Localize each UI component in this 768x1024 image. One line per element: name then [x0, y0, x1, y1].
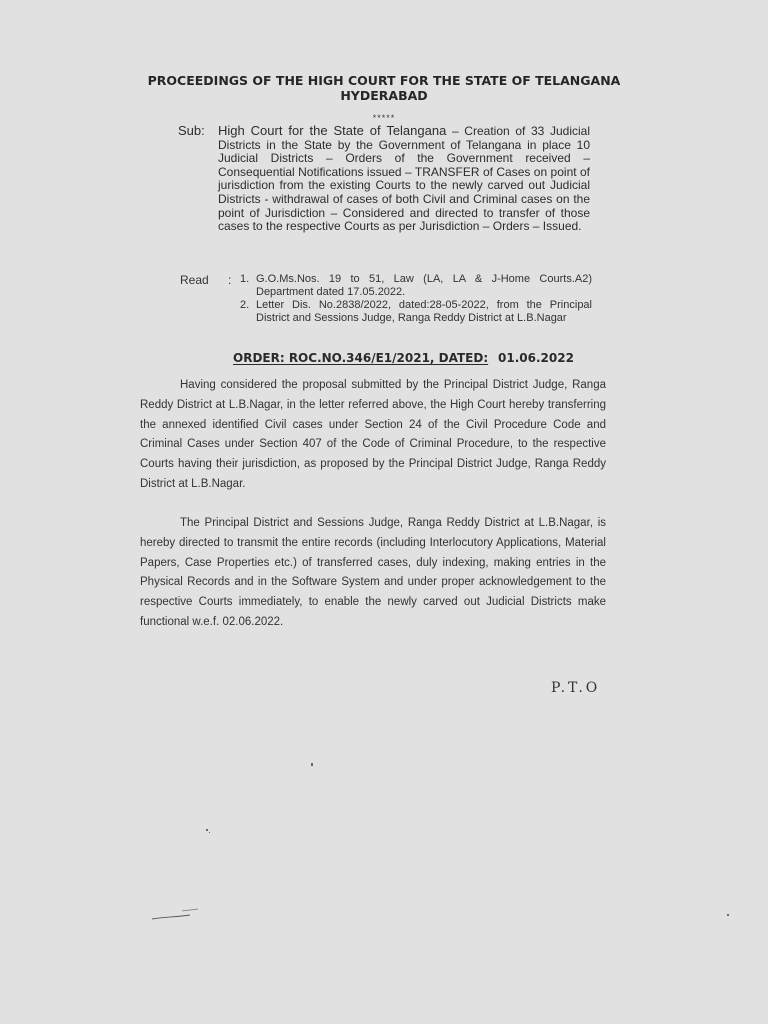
page-turn-over-mark: P.T.O — [551, 680, 601, 696]
order-date: 01.06.2022 — [498, 351, 574, 365]
read-item — [240, 299, 592, 325]
read-item-number: 2. — [240, 299, 250, 311]
subject-text — [218, 124, 590, 234]
document-heading — [0, 73, 768, 103]
subject-label: Sub: — [178, 123, 205, 138]
subject-block — [178, 124, 590, 234]
scan-speck — [209, 832, 210, 833]
body-paragraph — [140, 376, 606, 495]
scan-speck — [206, 829, 208, 831]
scan-speck — [311, 763, 313, 766]
heading-court-name: PROCEEDINGS OF THE HIGH COURT FOR THE STATE OF TELANGANA — [147, 73, 621, 88]
heading-city: HYDERABAD — [340, 88, 428, 103]
paragraph-text: The Principal District and Sessions Judge, Ranga Reddy District at L.B.Nagar, is hereby directed to transmit the entire records (including Interlocutory Applications, Material Papers, Case Properties etc.) of transferred cases, duly indexing, making entries in the Physical Records and in the Software System and under proper acknowledgement to the respective Courts immediately, to enable the newly carved out Judicial Districts make functional w.e.f. 02.06.2022. — [140, 517, 606, 628]
subject-lead: High Court for the State of Telangana — [218, 123, 447, 138]
read-block — [180, 273, 592, 325]
scan-speck — [727, 914, 729, 916]
pen-mark — [150, 905, 210, 925]
read-label: Read — [180, 273, 209, 287]
paragraph-text: Having considered the proposal submitted by the Principal District Judge, Ranga Reddy District at L.B.Nagar, in the letter referred above, the High Court hereby transferring the annexed identified Civil cases under Section 24 of the Civil Procedure Code and Criminal Cases under Section 407 of the Code of Criminal Procedure, to the respective Courts having their jurisdiction, as proposed by the Principal District Judge, Ranga Reddy District at L.B.Nagar. — [140, 379, 606, 490]
body-paragraph — [140, 514, 606, 633]
read-item-number: 1. — [240, 273, 250, 285]
read-item-text: Letter Dis. No.2838/2022, dated:28-05-2022, from the Principal District and Sessions Judge, Ranga Reddy District at L.B.Nagar — [256, 299, 592, 324]
order-number: ORDER: ROC.NO.346/E1/2021, DATED: — [233, 351, 489, 365]
order-reference — [233, 351, 593, 365]
read-item-text: G.O.Ms.Nos. 19 to 51, Law (LA, LA & J-Home Courts.A2) Department dated 17.05.2022. — [256, 273, 592, 298]
read-colon: : — [228, 273, 232, 287]
subject-body: – Creation of 33 Judicial Districts in the State by the Government of Telangana in place 10 Judicial Districts – Orders of the Government received – Consequential Notifications issued – TRANSFER of Cases on point of jurisdiction from the existing Courts to the newly carved out Judicial Districts - withdrawal of cases of both Civil and Criminal cases on the point of Jurisdiction – Considered and directed to transfer of those cases to the respective Courts as per Jurisdiction – Orders – Issued. — [218, 124, 591, 234]
read-item — [240, 273, 592, 299]
separator-stars: ***** — [372, 113, 396, 123]
